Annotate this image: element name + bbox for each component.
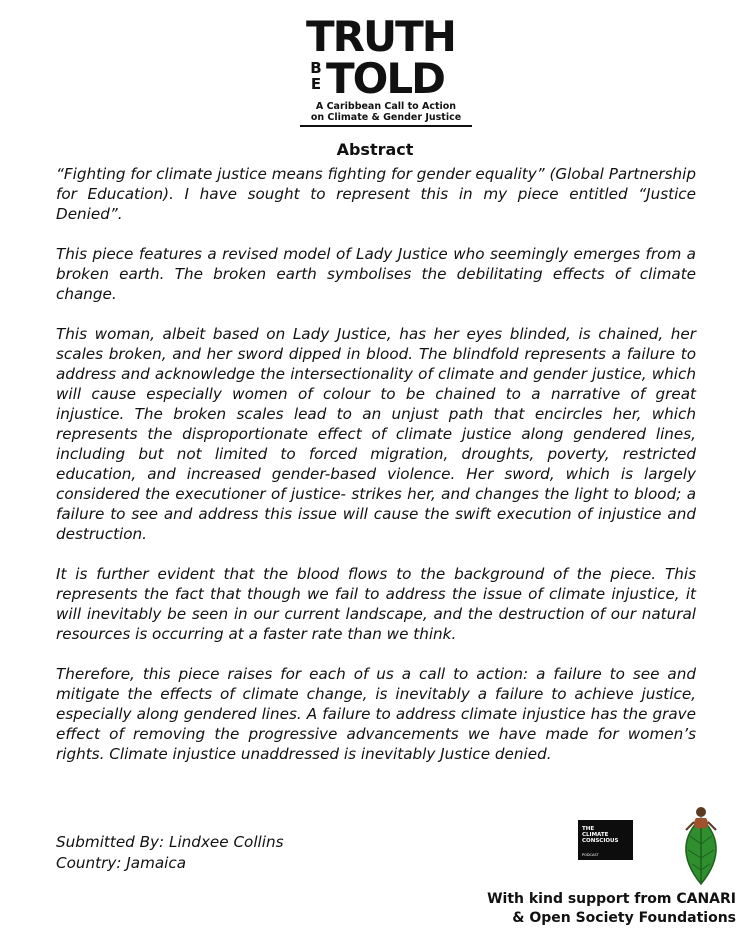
logo-word-be: B E bbox=[310, 59, 322, 93]
logo-underline bbox=[300, 125, 472, 127]
truth-be-told-logo bbox=[300, 12, 472, 128]
paragraph-4: It is further evident that the blood flows to the background of the piece. This represents the fact that though we fail to address the issue of climate injustice, it will inevitably be seen in our current landscape, and the destruction of our natural resources is occurring at a faster rate than we think. bbox=[56, 565, 696, 643]
logo-word-truth: TRUTH bbox=[306, 12, 455, 61]
paragraph-2: This piece features a revised model of Lady Justice who seemingly emerges from a broken earth. The broken earth symbolises the debilitating effects of climate change. bbox=[56, 245, 696, 303]
support-line-2: & Open Society Foundations bbox=[512, 910, 736, 926]
logo-word-told: TOLD bbox=[326, 54, 444, 103]
climate-conscious-logo: THE CLIMATE CONSCIOUS PODCAST bbox=[578, 820, 633, 860]
abstract-body bbox=[56, 164, 696, 784]
paragraph-1: “Fighting for climate justice means fighting for gender equality” (Global Partnership for Education). I have sought to represent this in my piece entitled “Justice Denied”. bbox=[56, 165, 696, 223]
leaf-woman-icon bbox=[672, 804, 730, 886]
abstract-heading: Abstract bbox=[336, 140, 414, 159]
support-credit bbox=[460, 890, 736, 928]
paragraph-3: This woman, albeit based on Lady Justice, has her eyes blinded, is chained, her scales broken, and her sword dipped in blood. The blindfold represents a failure to address and acknowledge the intersectionality of climate and gender justice, which will cause especially women of colour to be chained to a narrative of great injustice. The broken scales lead to an unjust path that encircles her, which represents the disproportionate effect of climate justice along gendered lines, including but not limited to forced migration, droughts, poverty, restricted education, and increased gender-based violence. Her sword, which is largely considered the executioner of justice- strikes her, and changes the light to blood; a failure to see and address this issue will cause the swift execution of injustice and destruction. bbox=[56, 325, 696, 543]
logo-tagline: A Caribbean Call to Action on Climate & Gender Justice bbox=[310, 101, 462, 123]
support-line-1: With kind support from CANARI bbox=[487, 891, 736, 907]
submitted-by: Submitted By: Lindxee Collins bbox=[56, 833, 284, 851]
submission-info bbox=[56, 832, 376, 874]
country: Country: Jamaica bbox=[56, 854, 187, 872]
paragraph-5: Therefore, this piece raises for each of us a call to action: a failure to see and mitigate the effects of climate change, is inevitably a failure to achieve justice, especially along gendered lines. A failure to address climate injustice has the grave effect of removing the progressive advancements we have made for women’s rights. Climate injustice unaddressed is inevitably Justice denied. bbox=[56, 665, 696, 763]
